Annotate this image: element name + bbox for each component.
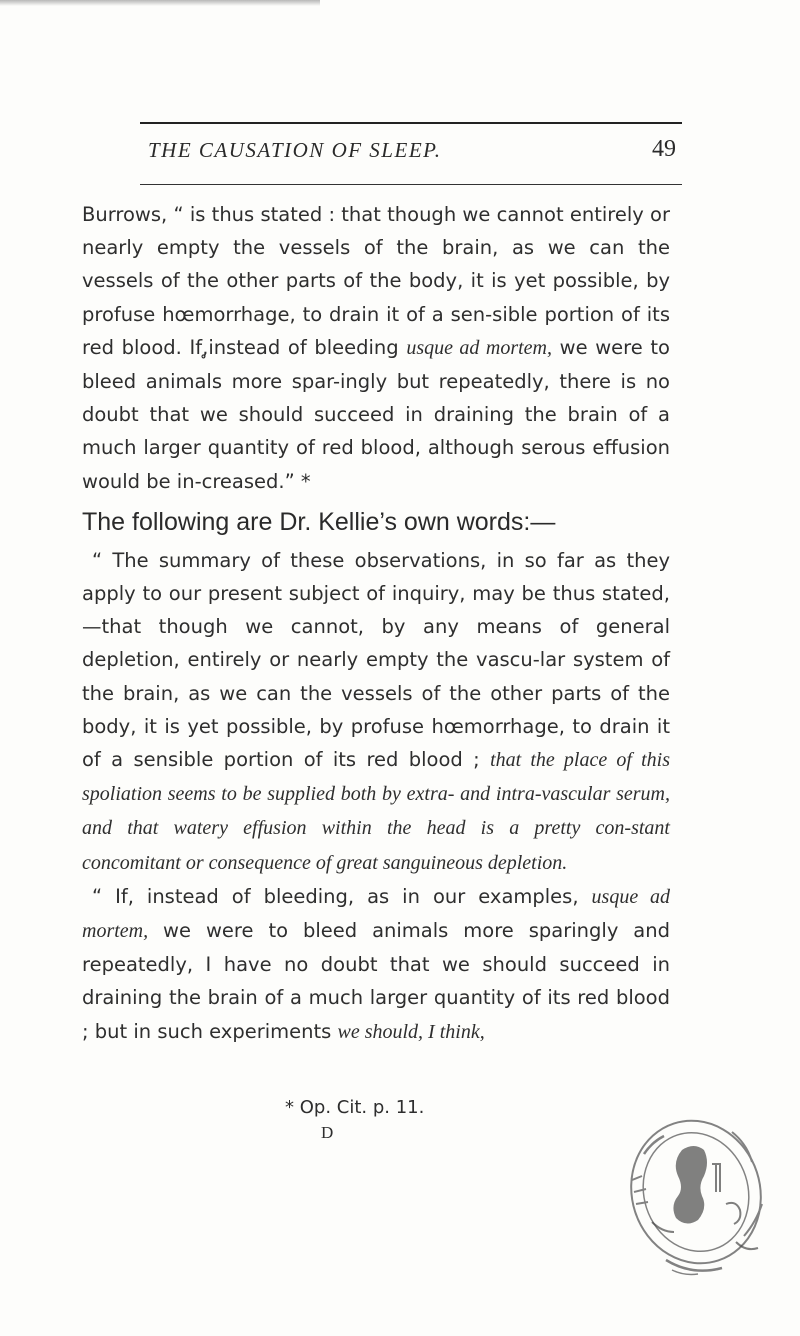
paragraph-text: “ If, instead of bleeding, as in our examples, xyxy=(92,884,592,908)
italic-passage: that the place of this spoliation seems to be supplied both by extra- and intra-vascular serum, and that watery effusion within the head is a pretty con-stant concomitant or consequence of great sanguineous depletion. xyxy=(82,749,671,874)
page-edge-shadow xyxy=(0,0,320,6)
footnote: * Op. Cit. p. 11. xyxy=(285,1097,425,1118)
paragraph-burrows-quote xyxy=(82,198,670,498)
running-header xyxy=(140,134,682,174)
header-rule-top xyxy=(140,122,682,124)
section-heading: The following are Dr. Kellie’s own words:— xyxy=(82,507,556,536)
body-text xyxy=(82,198,670,1049)
italic-phrase: we should, I think, xyxy=(337,1020,485,1043)
italic-phrase: usque ad mortem, xyxy=(406,336,552,359)
paragraph-text: we were to bleed animals more spar-ingly but repeatedly, there is no doubt that we should succeed in draining the brain of a much larger quantity of red blood, although serous effusion would be in-creased.” * xyxy=(82,335,670,493)
paragraph-text: we were to bleed animals more sparingly and repeatedly, I have no doubt that we should succeed in draining the brain of a much larger quantity of its red blood ; but in such experiments xyxy=(82,919,670,1043)
paragraph-text: instead of bleeding xyxy=(208,335,407,359)
page-number: 49 xyxy=(652,136,676,162)
library-stamp-icon xyxy=(612,1092,798,1284)
paragraph-text: Burrows, “ is thus stated : that though we cannot entirely or nearly empty the vessels of the brain, as we can the vessels of the other parts of the body, it is yet possible, by profuse hœmorrhage, to drain it of a sen-sible portion of its red blood. If, xyxy=(82,203,670,359)
running-title: THE CAUSATION OF SLEEP. xyxy=(148,138,442,162)
italic-phrase: usque ad mortem, xyxy=(82,885,670,943)
signature-mark: D xyxy=(321,1123,334,1142)
paragraph-kellie-bleeding xyxy=(82,880,670,1049)
paragraph-kellie-summary xyxy=(82,544,670,880)
paragraph-text: “ The summary of these observations, in so far as they apply to our present subject of inquiry, may be thus stated,—that though we cannot, by any means of general depletion, entirely or nearly empty the vascu-lar system of the brain, as we can the vessels of the other parts of the body, it is yet possible, by profuse hœmorrhage, to drain it of a sensible portion of its red blood ; xyxy=(82,548,670,772)
header-rule-bottom xyxy=(140,184,682,185)
